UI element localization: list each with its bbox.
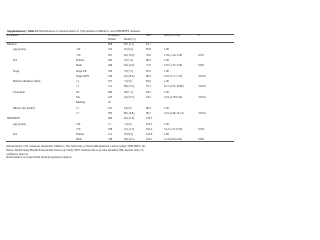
cell-mft: 181.2 [146, 127, 153, 131]
cell-deaths: 64 (12.9) [124, 64, 135, 68]
cell-parameter: MDACC [7, 43, 18, 46]
table-row [6, 91, 234, 95]
cell-p: <0.001 [198, 111, 206, 115]
cell-patients: 496 [108, 64, 113, 68]
cell-hr: 1.14 (0.64-2.02) [164, 138, 183, 142]
table-row [6, 101, 234, 105]
table-caption [7, 29, 140, 33]
cell-mft: 84.5 [146, 90, 151, 94]
cell-parameter: Ulceration [13, 90, 25, 94]
cell-deaths: 95 (11.1) [124, 43, 135, 46]
cell-parameter: Breslow thickness (mm) [13, 80, 41, 84]
cell-parameter: Age (years) [13, 48, 27, 52]
header-p: P [198, 34, 200, 37]
cell-level: Yes [76, 96, 81, 99]
cell-mft: 85.0 [146, 80, 151, 84]
cell-patients: 409 [108, 117, 113, 121]
cell-patients: 374 [108, 48, 113, 52]
cell-parameter: Mitotic rate (/mm²) [13, 106, 35, 110]
table-row [6, 54, 234, 58]
cell-hr: 5.01 (2.48-10.13) [164, 111, 184, 115]
cell-level: Missing [76, 101, 86, 105]
cell-patients: 858 [108, 43, 113, 46]
cell-deaths: 33 (7.4) [124, 58, 133, 62]
cell-level: >50 [76, 53, 81, 57]
cell-patients: 211 [108, 133, 113, 137]
table-row [6, 80, 234, 84]
table-row [6, 59, 234, 63]
cell-level: >1 [76, 111, 79, 115]
cell-hr: 1.00 [164, 122, 169, 126]
cell-hr: 1.00 [164, 69, 169, 73]
cell-parameter: Sex [13, 58, 18, 62]
cell-p: 0.001 [198, 64, 205, 68]
cell-parameter: Stage [13, 69, 20, 73]
header-hr: HR (95% CI)a [164, 34, 181, 37]
cell-hr: 2.07 (1.35-3.20) [164, 64, 183, 68]
table-row [6, 107, 234, 111]
table-row [6, 75, 234, 79]
cell-mft: 85.8 [146, 48, 151, 52]
cell-hr: 4.19 (2.78-6.32) [164, 96, 183, 99]
cell-deaths: 41 (11.5) [124, 127, 135, 131]
cell-patients: 22 [108, 101, 111, 105]
cell-patients: 51 [108, 122, 111, 126]
cell-patients: 358 [108, 127, 113, 131]
cell-parameter: Sex [13, 133, 18, 137]
footnote-abbrev-2: Nurses' Health Study/Health Professionals Follow-up Study; MFT, median follow-up time (months); HR, hazards ratio; CI, [6, 148, 145, 152]
cell-mft: 179.3 [146, 117, 153, 121]
cell-level: Stage I/II [76, 69, 87, 73]
cell-patients: 583 [108, 111, 113, 115]
cell-mft: 165.3 [146, 138, 153, 142]
cell-mft: 212.8 [146, 133, 153, 137]
cell-level: Male [76, 64, 82, 68]
cell-deaths: 8 (2.9) [124, 106, 132, 110]
caption-label: Supplementary Table S1 [7, 29, 39, 33]
cell-level: Female [76, 133, 85, 137]
subheader-patient: Patient [108, 38, 116, 41]
caption-text: Distributions of characteristics of CM patients in MDACC and NHS/HPFS datasets. [39, 29, 141, 33]
cell-patients: 445 [108, 58, 113, 62]
table-row [6, 112, 234, 116]
cell-hr: 1.00 [164, 58, 169, 62]
subheader-deaths: Death (%) [124, 38, 136, 41]
cell-hr: 1.00 [164, 80, 169, 84]
cell-hr: 1.00 [164, 90, 169, 94]
cell-mft: 64.5 [146, 96, 151, 99]
table-row [6, 123, 234, 127]
cell-p: 0.017 [198, 53, 205, 57]
cell-deaths: 28 (14.1) [124, 138, 135, 142]
cell-deaths: 42 (28.2) [124, 74, 135, 78]
cell-level: ≤50 [76, 48, 81, 52]
cell-deaths: 18 (8.5) [124, 133, 133, 137]
footnote-abbrev-3: confidence interval. [6, 152, 29, 156]
cell-mft: 81.1 [146, 43, 151, 46]
cell-p: 0.661 [198, 138, 205, 142]
cell-mft: 77.6 [146, 64, 151, 68]
cell-patients: 709 [108, 69, 113, 73]
cell-mft: 79.0 [146, 53, 151, 57]
cell-mft: 86.4 [146, 58, 151, 62]
cell-p: <0.001 [198, 74, 206, 78]
cell-deaths: 53 (7.5) [124, 69, 133, 73]
cell-mft: 86.0 [146, 106, 151, 110]
cell-level: >50 [76, 127, 81, 131]
cell-hr: 1.00 [164, 133, 169, 137]
cell-patients: 275 [108, 106, 113, 110]
cell-patients: 511 [108, 85, 113, 89]
cell-deaths: 86 (14.8) [124, 111, 135, 115]
table-row [6, 48, 234, 52]
table-row [6, 96, 234, 100]
table-bottom-rule [6, 141, 234, 142]
cell-hr: 1.00 [164, 48, 169, 52]
header-frequency: Frequency [108, 34, 120, 37]
cell-p: 0.023 [198, 127, 205, 131]
cell-deaths: 46 (11.2) [124, 117, 135, 121]
cell-level: Female [76, 58, 85, 62]
cell-level: Stage III/IV [76, 74, 90, 78]
table-row [6, 64, 234, 68]
footnote-abbrev-1: Abbreviations: CM, cutaneous melanoma; MDACC, The University of Texas MD Anderson Cancer Center; NHS/HPFS, the [6, 145, 146, 148]
cell-mft: 162.5 [146, 122, 153, 126]
cell-deaths: 35 (9.4) [124, 48, 133, 52]
cell-mft: 79.1 [146, 85, 151, 89]
cell-deaths: 88 (17.2) [124, 85, 135, 89]
cell-deaths: 42 (25.7) [124, 96, 135, 99]
cell-hr: 3.12 (1.17-8.33) [164, 127, 183, 131]
header-parameter: Parameter [7, 34, 19, 37]
cell-level: No [76, 90, 80, 94]
cell-mft: 80.7 [146, 111, 151, 115]
cell-parameter: Age (years) [13, 122, 27, 126]
cell-deaths: 5 (4.2) [124, 122, 132, 126]
cell-patients: 447 [108, 53, 113, 57]
cell-level: ≤1 [76, 80, 79, 84]
cell-hr: 4.70 (3.17-7.13) [164, 74, 183, 78]
table-footnotes [6, 145, 236, 160]
cell-level: >1 [76, 85, 79, 89]
cell-hr: 1.00 [164, 106, 169, 110]
cell-level: Male [76, 138, 82, 142]
cell-deaths: 48 (7.1) [124, 90, 133, 94]
table-row [6, 133, 234, 137]
cell-deaths: 64 (13.3) [124, 53, 135, 57]
cell-mft: 85.2 [146, 69, 151, 73]
cell-mft: 60.9 [146, 74, 151, 78]
cell-patients: 167 [108, 80, 113, 84]
cell-deaths: 7 (2.0) [124, 80, 132, 84]
cell-level: ≤1 [76, 106, 79, 110]
cell-patients: 149 [108, 74, 113, 78]
cell-patients: 165 [108, 96, 113, 99]
cell-patients: 198 [108, 138, 113, 142]
cell-hr: 9.17 (4.25-19.80) [164, 85, 184, 89]
footnote-cox: aUnivariable Cox proportional hazards regression analysis [6, 156, 72, 160]
table-row [6, 128, 234, 132]
cell-level: ≤50 [76, 122, 81, 126]
cell-p: <0.001 [198, 85, 206, 89]
cell-hr: 1.29 (1.10-1.59) [164, 53, 183, 57]
header-mfs: MFT [146, 34, 152, 37]
table-row [6, 117, 234, 121]
table-row [6, 70, 234, 74]
cell-patients: 685 [108, 90, 113, 94]
table-row [6, 43, 234, 47]
cell-p: <0.001 [198, 96, 206, 99]
table-row [6, 85, 234, 89]
cell-parameter: NHS/HPFS [7, 117, 21, 121]
